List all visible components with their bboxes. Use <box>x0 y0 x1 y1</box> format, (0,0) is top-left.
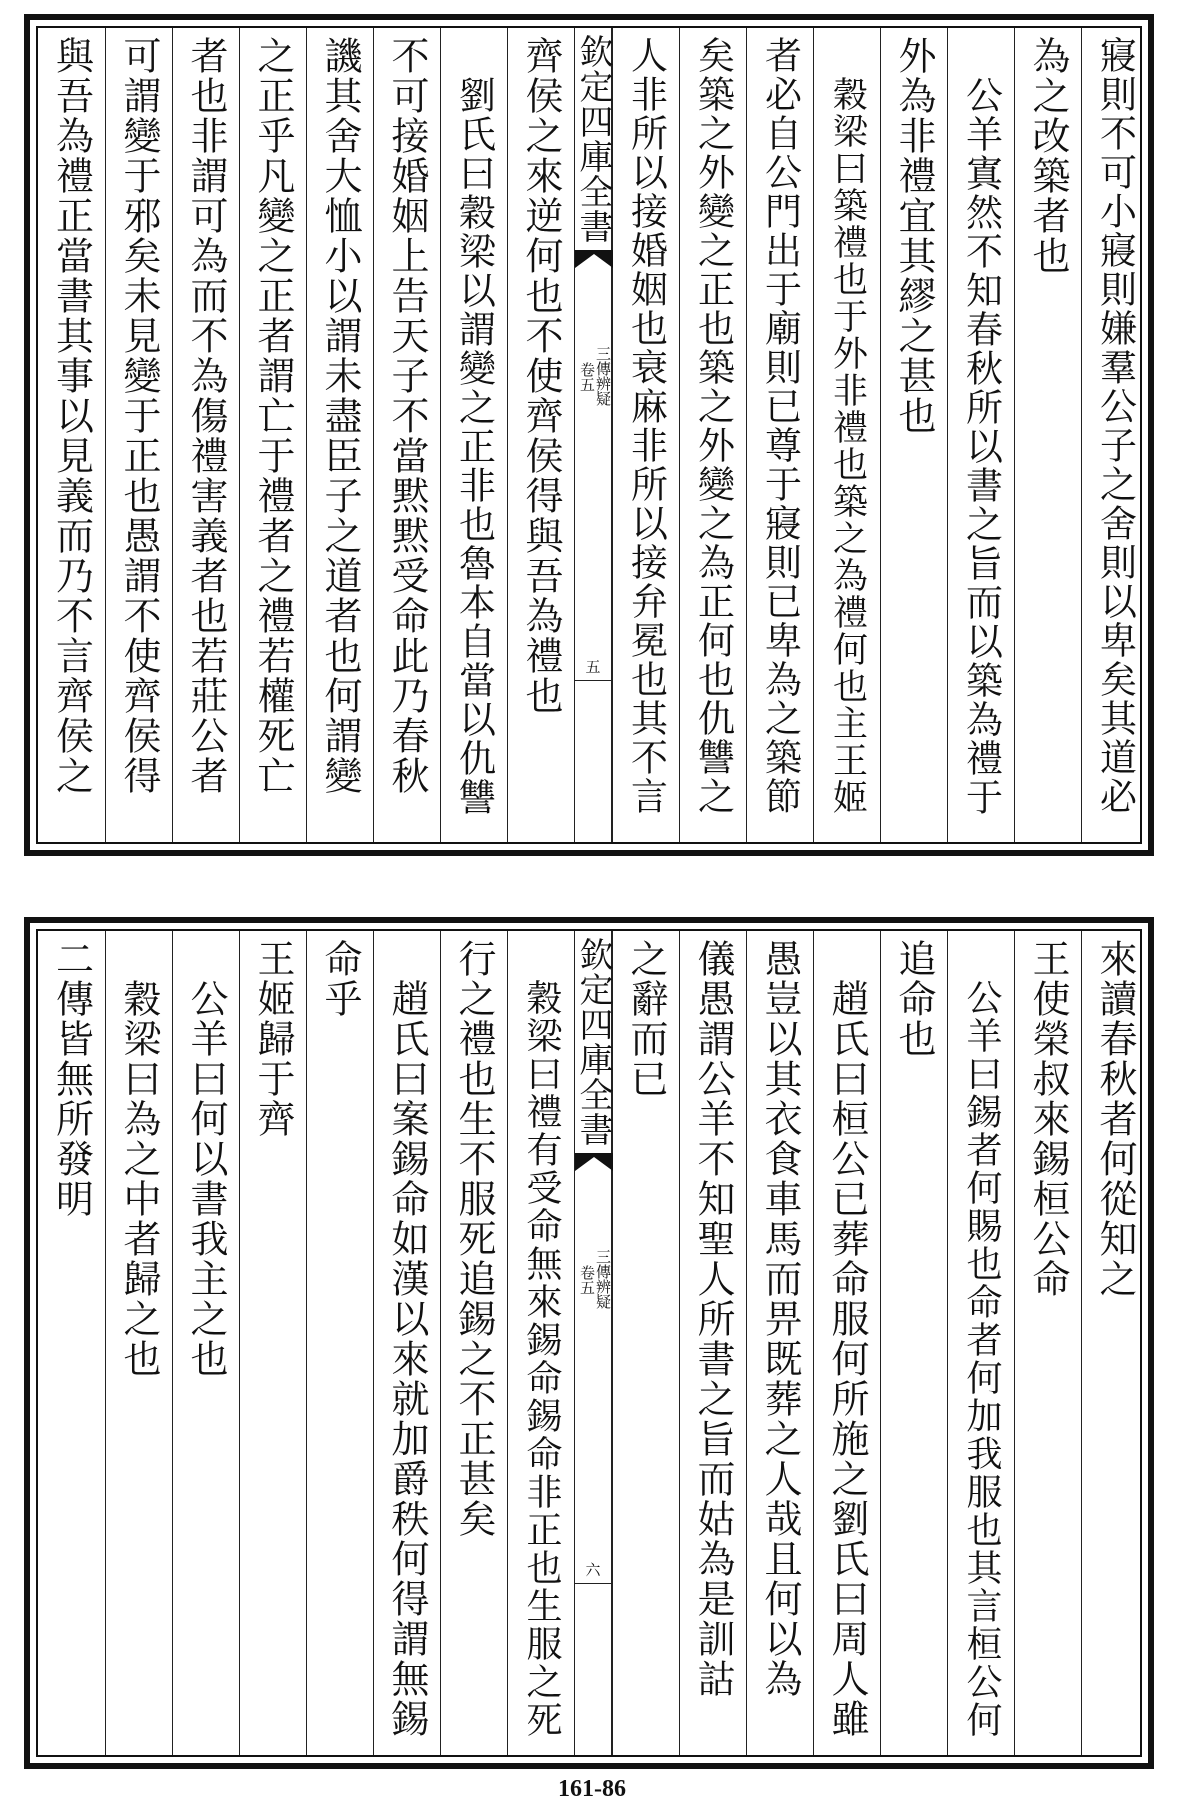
top-column-text: 公羊寘然不知春秋所以書之旨而以築為禮于 <box>959 76 1003 817</box>
top-text-column <box>612 28 679 842</box>
top-text-column <box>813 28 880 842</box>
top-text-column <box>38 28 105 842</box>
top-column-text: 劉氏曰穀梁以謂變之正非也魯本自當以仇讐 <box>452 76 496 817</box>
bottom-header-title: 欽定四庫全書 <box>573 937 613 1147</box>
bottom-column-text: 儀愚謂公羊不知聖人所書之旨而姑為是訓詁 <box>691 939 735 1699</box>
bottom-column-text: 趙氏曰桓公已葬命服何所施之劉氏曰周人雖 <box>825 979 869 1739</box>
top-page <box>24 14 1154 856</box>
top-column-text: 外為非禮宜其繆之甚也 <box>892 36 936 436</box>
bottom-text-column <box>507 931 574 1755</box>
top-column-text: 與吾為禮正當書其事以見義而乃不言齊侯之 <box>49 36 94 796</box>
bottom-column-text: 二傳皆無所發明 <box>49 939 94 1219</box>
bottom-column-text: 命乎 <box>318 939 362 1019</box>
bottom-fishtail-mark <box>575 1153 613 1171</box>
top-text-column <box>507 28 574 842</box>
bottom-center-strip <box>574 931 612 1755</box>
top-fishtail-mark <box>575 250 613 268</box>
bottom-column-text: 追命也 <box>892 939 936 1059</box>
top-column-text: 譏其舍大恤小以謂未盡臣子之道者也何謂變 <box>318 36 362 796</box>
bottom-text-column <box>440 931 507 1755</box>
top-column-text: 人非所以接婚姻也衰麻非所以接弁冕也其不言 <box>624 36 668 816</box>
bottom-text-column <box>880 931 947 1755</box>
bottom-page <box>24 917 1154 1769</box>
top-book-title: 三傳辨疑 <box>594 346 612 406</box>
bottom-column-text: 行之禮也生不服死追錫之不正甚矣 <box>452 939 496 1539</box>
bottom-text-column <box>947 931 1014 1755</box>
bottom-text-column <box>813 931 880 1755</box>
top-column-text: 齊侯之來逆何也不使齊侯得與吾為禮也 <box>519 36 563 716</box>
bottom-book-title: 三傳辨疑 <box>594 1249 612 1309</box>
bottom-page-frame <box>36 929 1142 1757</box>
bottom-column-text: 之辭而已 <box>624 939 668 1099</box>
bottom-column-text: 趙氏曰案錫命如漢以來就加爵秩何得謂無錫 <box>385 979 429 1739</box>
top-leaf-number: 五 <box>585 658 601 676</box>
bottom-column-text: 來讀春秋者何從知之 <box>1093 939 1137 1299</box>
top-column-text: 寢則不可小寢則嫌羣公子之舍則以卑矣其道必 <box>1093 36 1137 816</box>
top-column-text: 為之改築者也 <box>1026 36 1070 276</box>
top-header-title: 欽定四庫全書 <box>573 34 613 244</box>
bottom-leaf-number: 六 <box>585 1561 601 1579</box>
bottom-text-column <box>373 931 440 1755</box>
top-column-text: 可謂變于邪矣未見變于正也愚謂不使齊侯得 <box>117 36 161 796</box>
top-column-text: 穀梁曰築禮也于外非禮也築之為禮何也主王姬 <box>827 76 868 816</box>
bottom-strip-rule <box>575 1583 611 1584</box>
page-number: 161-86 <box>558 1776 626 1802</box>
top-text-column <box>306 28 373 842</box>
bottom-column-text: 王使榮叔來錫桓公命 <box>1026 939 1070 1299</box>
top-column-text: 之正乎凡變之正者謂亡于禮者之禮若權死亡 <box>251 36 295 796</box>
bottom-column-text: 王姬歸于齊 <box>251 939 295 1139</box>
top-text-column <box>1081 28 1148 842</box>
bottom-text-column <box>239 931 306 1755</box>
top-text-column <box>880 28 947 842</box>
top-column-text: 不可接婚姻上告天子不當黙黙受命此乃春秋 <box>385 36 429 796</box>
top-center-strip <box>574 28 612 842</box>
bottom-column-text: 公羊曰錫者何賜也命者何加我服也其言桓公何 <box>961 979 1002 1739</box>
bottom-column-text: 公羊曰何以書我主之也 <box>184 979 228 1379</box>
top-text-column <box>1014 28 1081 842</box>
top-text-column <box>105 28 172 842</box>
bottom-text-column <box>38 931 105 1755</box>
top-text-column <box>172 28 239 842</box>
top-strip-rule <box>575 680 611 681</box>
bottom-text-column <box>612 931 679 1755</box>
bottom-volume: 卷五 <box>578 1265 596 1295</box>
top-text-column <box>440 28 507 842</box>
bottom-column-text: 愚豈以其衣食車馬而畀既葬之人哉且何以為 <box>758 939 802 1699</box>
bottom-column-text: 穀梁曰禮有受命無來錫命錫命非正也生服之死 <box>521 979 562 1739</box>
bottom-text-column <box>172 931 239 1755</box>
bottom-text-column <box>306 931 373 1755</box>
top-text-column <box>373 28 440 842</box>
bottom-text-column <box>1014 931 1081 1755</box>
top-text-column <box>239 28 306 842</box>
bottom-text-column <box>679 931 746 1755</box>
top-text-column <box>746 28 813 842</box>
bottom-column-text: 穀梁曰為之中者歸之也 <box>117 979 161 1379</box>
top-column-text: 矣築之外變之正也築之外變之為正何也仇讐之 <box>691 36 735 816</box>
top-column-text: 者必自公門出于廟則已尊于寢則已卑為之築節 <box>758 36 802 816</box>
top-column-text: 者也非謂可為而不為傷禮害義者也若莊公者 <box>184 36 228 796</box>
top-page-frame <box>36 26 1142 844</box>
bottom-text-column <box>746 931 813 1755</box>
bottom-text-column <box>1081 931 1148 1755</box>
top-volume: 卷五 <box>578 362 596 392</box>
bottom-text-column <box>105 931 172 1755</box>
top-text-column <box>679 28 746 842</box>
top-text-column <box>947 28 1014 842</box>
